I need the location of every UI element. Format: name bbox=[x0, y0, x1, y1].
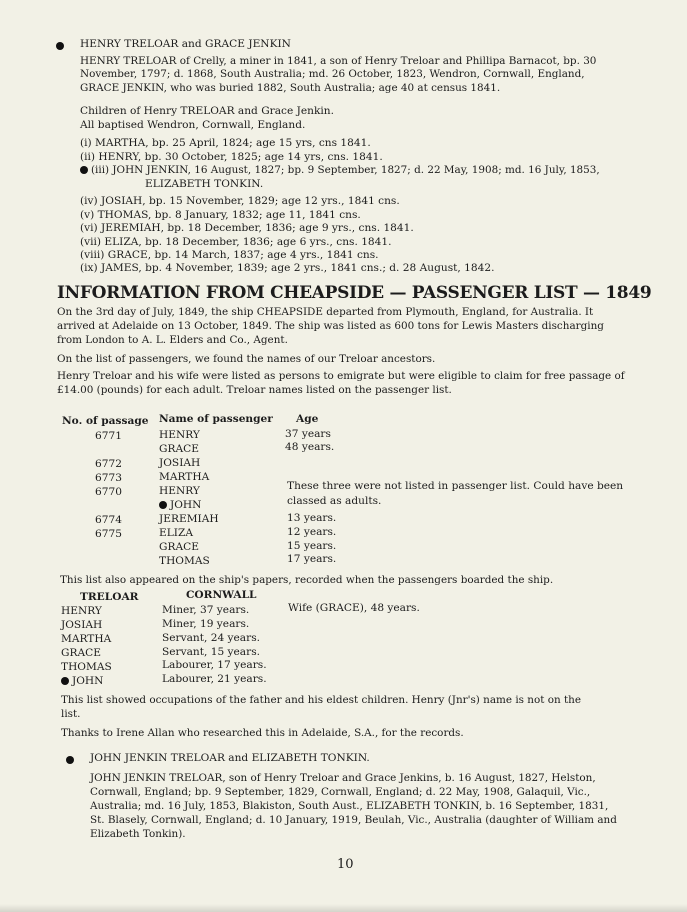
section1-para-line: November, 1797; d. 1868, South Australia; md. 26 October, 1823, Wendron, Cornwall, England, bbox=[80, 68, 585, 80]
bullet-icon bbox=[56, 42, 64, 50]
child-entry: (viii) GRACE, bp. 14 March, 1837; age 4 yrs., 1841 cns. bbox=[80, 249, 379, 261]
occupation-name: HENRY bbox=[61, 605, 102, 617]
passenger-name: JOSIAH bbox=[159, 457, 201, 469]
section2-para-line: arrived at Adelaide on 13 October, 1849. The ship was listed as 600 tons for Lewis Masters discharging bbox=[57, 320, 604, 332]
bullet-icon bbox=[159, 501, 167, 509]
section1-para-line: GRACE JENKIN, who was buried 1882, South Australia; age 40 at census 1841. bbox=[80, 82, 501, 94]
child-entry: (ix) JAMES, bp. 4 November, 1839; age 2 yrs., 1841 cns.; d. 28 August, 1842. bbox=[80, 262, 495, 274]
occupation-detail: Miner, 19 years. bbox=[162, 618, 250, 630]
passage-no: 6770 bbox=[95, 486, 122, 498]
wife-note: Wife (GRACE), 48 years. bbox=[288, 602, 420, 614]
table-note-line: classed as adults. bbox=[287, 495, 382, 507]
occupation-name bbox=[61, 675, 103, 688]
section2-para-line: On the list of passengers, we found the names of our Treloar ancestors. bbox=[57, 353, 436, 365]
occupation-detail: Servant, 24 years. bbox=[162, 632, 260, 644]
section3-para-line: Elizabeth Tonkin). bbox=[90, 828, 186, 840]
passenger-name: GRACE bbox=[159, 541, 199, 553]
passenger-age: 17 years. bbox=[287, 553, 337, 565]
passage-no: 6771 bbox=[95, 430, 122, 442]
section2-para-line: On the 3rd day of July, 1849, the ship CHEAPSIDE departed from Plymouth, England, for Australia. It bbox=[57, 306, 594, 318]
section3-heading: JOHN JENKIN TRELOAR and ELIZABETH TONKIN. bbox=[90, 752, 370, 764]
section2-para-line: Henry Treloar and his wife were listed as persons to emigrate but were eligible to claim for free passage of bbox=[57, 370, 625, 382]
occupation-detail: Servant, 15 years. bbox=[162, 646, 260, 658]
page-number: 10 bbox=[337, 857, 354, 872]
section2-para-line: This list showed occupations of the father and his eldest children. Henry (Jnr's) name is not on the bbox=[61, 694, 581, 706]
passage-no: 6772 bbox=[95, 458, 122, 470]
section2-para-line: list. bbox=[61, 708, 81, 720]
passenger-name: GRACE bbox=[159, 443, 199, 455]
child-entry: (iv) JOSIAH, bp. 15 November, 1829; age 12 yrs., 1841 cns. bbox=[80, 195, 400, 207]
passenger-age: 48 years. bbox=[285, 441, 335, 453]
passenger-name: ELIZA bbox=[159, 527, 193, 539]
child-entry-continuation: ELIZABETH TONKIN. bbox=[145, 178, 264, 190]
table-header-age: Age bbox=[296, 413, 319, 425]
occupation-name: GRACE bbox=[61, 647, 101, 659]
bullet-icon bbox=[61, 677, 69, 685]
child-entry bbox=[80, 164, 600, 177]
section1-para-line: HENRY TRELOAR of Crelly, a miner in 1841, a son of Henry Treloar and Phillipa Barnacot, bp. 30 bbox=[80, 55, 597, 67]
passenger-name: JEREMIAH bbox=[159, 513, 219, 525]
child-entry: (v) THOMAS, bp. 8 January, 1832; age 11, 1841 cns. bbox=[80, 209, 361, 221]
section1-heading: HENRY TRELOAR and GRACE JENKIN bbox=[80, 38, 291, 50]
thanks-line: Thanks to Irene Allan who researched this in Adelaide, S.A., for the records. bbox=[61, 727, 464, 739]
occupation-name: JOSIAH bbox=[61, 619, 103, 631]
passage-no: 6775 bbox=[95, 528, 122, 540]
occupation-detail: Labourer, 21 years. bbox=[162, 673, 267, 685]
occupation-name: THOMAS bbox=[61, 661, 112, 673]
section3-para-line: Australia; md. 16 July, 1853, Blakiston, South Aust., ELIZABETH TONKIN, b. 16 September, 1831, bbox=[90, 800, 609, 812]
occupation-name: MARTHA bbox=[61, 633, 112, 645]
children-intro-line: Children of Henry TRELOAR and Grace Jenkin. bbox=[80, 105, 334, 117]
passenger-name: MARTHA bbox=[159, 471, 210, 483]
child-entry-text: (iii) JOHN JENKIN, 16 August, 1827; bp. 9 September, 1827; d. 22 May, 1908; md. 16 July, 1853, bbox=[91, 164, 600, 176]
table-note-line: These three were not listed in passenger list. Could have been bbox=[287, 480, 624, 492]
section3-para-line: Cornwall, England; bp. 9 September, 1829, Cornwall, England; d. 22 May, 1908, Galaquil, Vic., bbox=[90, 786, 591, 798]
passenger-name: HENRY bbox=[159, 429, 200, 441]
section2-para-line: from London to A. L. Elders and Co., Agent. bbox=[57, 334, 288, 346]
table-header-name: Name of passenger bbox=[159, 413, 273, 425]
table2-header-treloar: TRELOAR bbox=[80, 591, 139, 603]
passenger-age: 13 years. bbox=[287, 512, 337, 524]
table-header-no: No. of passage bbox=[62, 415, 149, 427]
child-entry: (i) MARTHA, bp. 25 April, 1824; age 15 yrs, cns 1841. bbox=[80, 137, 371, 149]
child-entry: (vi) JEREMIAH, bp. 18 December, 1836; age 9 yrs., cns. 1841. bbox=[80, 222, 414, 234]
page-edge-shadow bbox=[0, 904, 687, 912]
passenger-name-text: JOHN bbox=[170, 499, 202, 511]
occupation-name-text: JOHN bbox=[72, 675, 104, 687]
section2-para-line: This list also appeared on the ship's papers, recorded when the passengers boarded the ship. bbox=[60, 574, 554, 586]
bullet-icon bbox=[66, 756, 74, 764]
bullet-icon bbox=[80, 166, 88, 174]
child-entry: (vii) ELIZA, bp. 18 December, 1836; age 6 yrs., cns. 1841. bbox=[80, 236, 392, 248]
children-intro-line: All baptised Wendron, Cornwall, England. bbox=[80, 119, 306, 131]
passage-no: 6774 bbox=[95, 514, 122, 526]
passenger-age: 37 years bbox=[285, 428, 331, 440]
passenger-age: 12 years. bbox=[287, 526, 337, 538]
occupation-detail: Labourer, 17 years. bbox=[162, 659, 267, 671]
section3-para-line: JOHN JENKIN TRELOAR, son of Henry Treloar and Grace Jenkins, b. 16 August, 1827, Helston, bbox=[90, 772, 596, 784]
section3-para-line: St. Blasely, Cornwall, England; d. 10 January, 1919, Beulah, Vic., Australia (daughter of William and bbox=[90, 814, 617, 826]
child-entry: (ii) HENRY, bp. 30 October, 1825; age 14 yrs, cns. 1841. bbox=[80, 151, 383, 163]
passage-no: 6773 bbox=[95, 472, 122, 484]
passenger-name bbox=[159, 499, 201, 512]
table2-header-cornwall: CORNWALL bbox=[186, 589, 257, 601]
section-title: INFORMATION FROM CHEAPSIDE — PASSENGER LIST — 1849 bbox=[57, 283, 652, 303]
passenger-name: THOMAS bbox=[159, 555, 210, 567]
section2-para-line: £14.00 (pounds) for each adult. Treloar names listed on the passenger list. bbox=[57, 384, 452, 396]
occupation-detail: Miner, 37 years. bbox=[162, 604, 250, 616]
passenger-age: 15 years. bbox=[287, 540, 337, 552]
passenger-name: HENRY bbox=[159, 485, 200, 497]
